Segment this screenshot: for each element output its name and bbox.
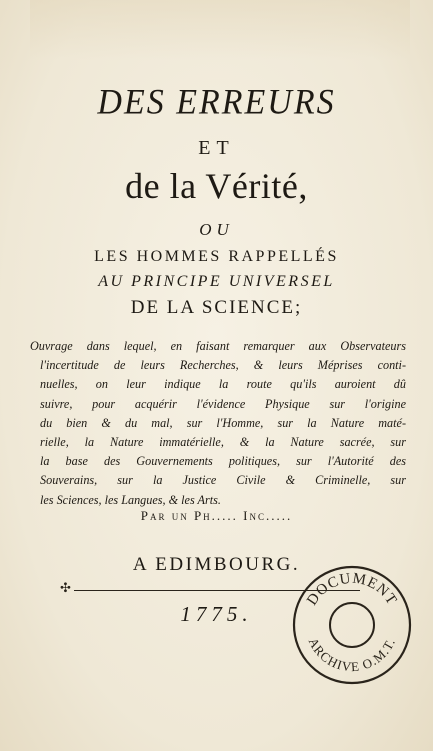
book-title: DES ERREURS [97, 83, 336, 122]
title-ou: OU [199, 220, 234, 239]
publication-year: 1775. [180, 602, 253, 626]
title-conjunction: ET [198, 137, 235, 159]
description-line: rielle, la Nature immatérielle, & la Nature sacrée, sur [40, 435, 406, 450]
description-line: nuelles, on leur indique la route qu'ils auroient dû [40, 377, 406, 392]
svg-text:ARCHIVE O.M.T. [306, 635, 398, 674]
book-title-2: de la Vérité, [125, 166, 308, 206]
subtitle-line-1: LES HOMMES RAPPELLÉS [94, 248, 339, 265]
stamp-bottom-text: ARCHIVE O.M.T. [305, 635, 399, 675]
description-paragraph [30, 337, 406, 510]
author-line: Par un Ph..... Inc..... [140, 508, 293, 523]
stamp-top-text: DOCUMENT [304, 570, 400, 609]
description-line: suivre, pour acquérir l'évidence Physique sur l'origine [40, 396, 406, 411]
description-line: les Sciences, les Langues, & les Arts. [40, 492, 221, 507]
description-line: du bien & du mal, sur l'Homme, sur la Nature maté- [40, 415, 406, 430]
paper-stain [30, 0, 410, 60]
description-line: Ouvrage dans lequel, en faisant remarquer aux Observateurs [30, 339, 406, 353]
publisher-place: A EDIMBOURG. [132, 554, 301, 575]
subtitle-line-2: AU PRINCIPE UNIVERSEL [98, 273, 335, 290]
description-line: Souverains, sur la Justice Civile & Criminelle, sur [40, 473, 406, 488]
subtitle-line-3: DE LA SCIENCE; [130, 297, 303, 318]
description-line: l'incertitude de leurs Recherches, & leurs Méprises conti- [40, 358, 406, 373]
ornament-icon: ✣ [60, 580, 71, 595]
description-line: la base des Gouvernements politiques, sur l'Autorité des [40, 454, 406, 469]
archive-stamp-icon [290, 563, 414, 687]
